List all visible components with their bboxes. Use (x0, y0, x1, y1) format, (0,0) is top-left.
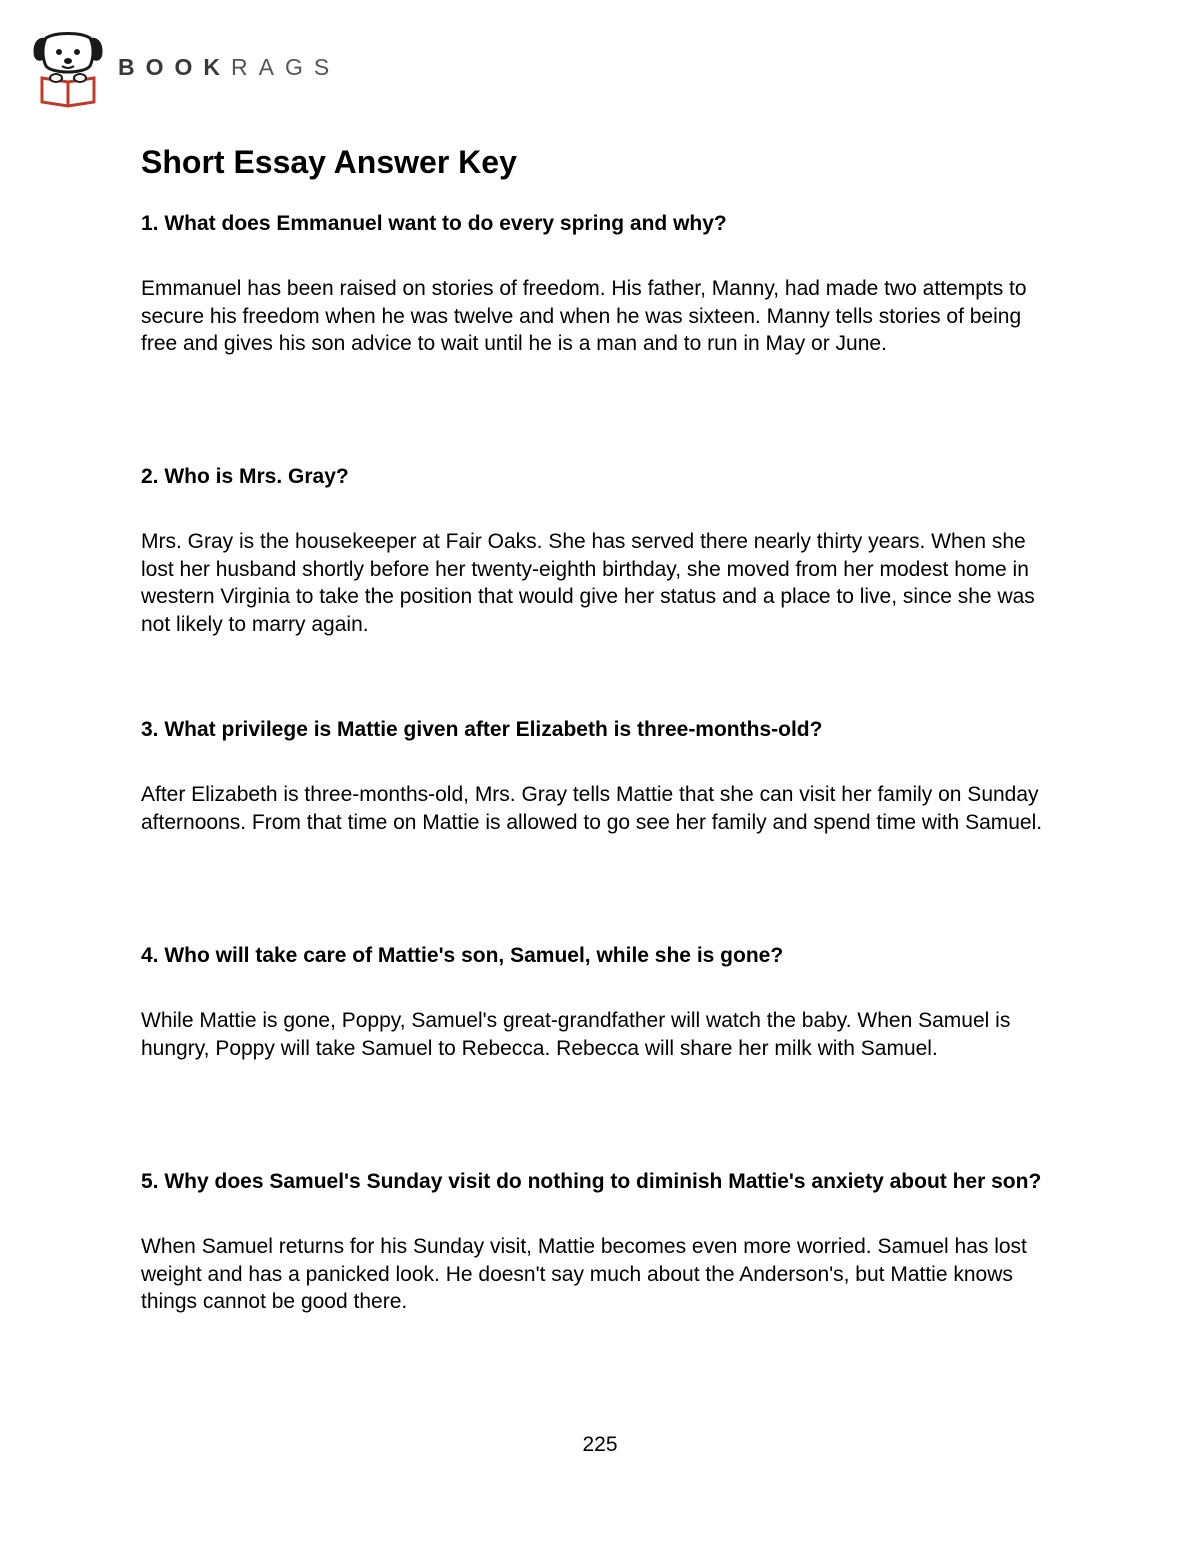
qa-item (141, 463, 1061, 638)
qa-item (141, 942, 1061, 1062)
answer-key-content (141, 140, 1061, 1313)
page-number: 225 (582, 1433, 618, 1456)
question: 5. Why does Samuel's Sunday visit do nothing to diminish Mattie's anxiety about her son? (141, 1170, 1042, 1193)
question: 4. Who will take care of Mattie's son, Samuel, while she is gone? (141, 944, 784, 967)
dog-with-book-icon (32, 32, 104, 108)
answer: Mrs. Gray is the housekeeper at Fair Oaks. She has served there nearly thirty years. When she lost her husband shortly before her twenty-eighth birthday, she moved from her modest home in western Virginia to take the position that would give her status and a place to live, since she was not likely to marry again. (141, 530, 1035, 636)
brand-wordmark (118, 54, 340, 81)
answer: After Elizabeth is three-months-old, Mrs. Gray tells Mattie that she can visit her family on Sunday afternoons. From that time on Mattie is allowed to go see her family and spend time with Samuel. (141, 783, 1043, 834)
page-title: Short Essay Answer Key (141, 144, 517, 180)
question: 2. Who is Mrs. Gray? (141, 465, 349, 488)
qa-item (141, 716, 1061, 836)
answer: When Samuel returns for his Sunday visit, Mattie becomes even more worried. Samuel has lost weight and has a panicked look. He doesn't say much about the Anderson's, but Mattie knows things cannot be good there. (141, 1235, 1027, 1313)
qa-item (141, 1168, 1061, 1316)
question: 3. What privilege is Mattie given after Elizabeth is three-months-old? (141, 718, 823, 741)
brand-wordmark-light: RAGS (231, 53, 341, 80)
answer: Emmanuel has been raised on stories of freedom. His father, Manny, had made two attempts to secure his freedom when he was twelve and when he was sixteen. Manny tells stories of being free and gives his son advice to wait until he is a man and to run in May or June. (141, 277, 1027, 355)
qa-item (141, 210, 1061, 358)
question: 1. What does Emmanuel want to do every spring and why? (141, 212, 727, 235)
answer: While Mattie is gone, Poppy, Samuel's great-grandfather will watch the baby. When Samuel is hungry, Poppy will take Samuel to Rebecca. Rebecca will share her milk with Samuel. (141, 1009, 1011, 1060)
brand-logo (32, 32, 340, 108)
brand-wordmark-bold: BOOK (118, 53, 231, 80)
